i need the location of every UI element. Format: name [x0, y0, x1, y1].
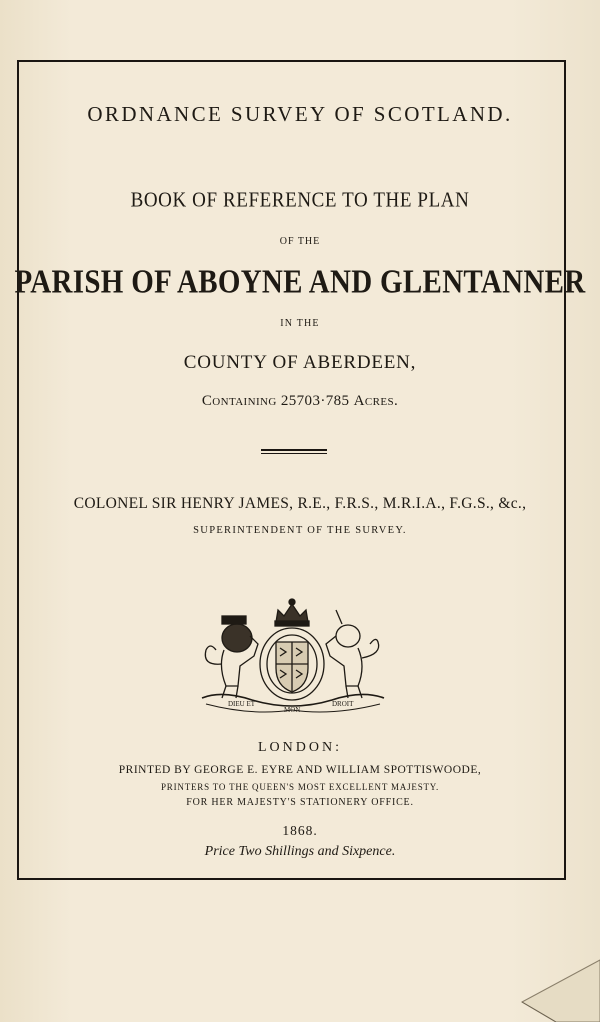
superintendent-title: SUPERINTENDENT OF THE SURVEY.: [193, 525, 407, 536]
survey-title: ORDNANCE SURVEY OF SCOTLAND.: [87, 102, 513, 126]
superintendent-name: COLONEL SIR HENRY JAMES, R.E., F.R.S., M.R.I.A., F.G.S., &c.,: [73, 495, 527, 512]
book-of-reference-heading: BOOK OF REFERENCE TO THE PLAN: [130, 188, 470, 213]
motto-center: MON: [284, 706, 301, 714]
acreage-value: 25703·785: [280, 393, 350, 409]
page-corner-fold: [520, 942, 600, 1022]
publication-year: 1868.: [282, 823, 318, 838]
acreage-unit: Acres.: [353, 393, 399, 409]
acreage-line: [0, 393, 600, 410]
page-border: [17, 60, 566, 880]
county-name: COUNTY OF ABERDEEN,: [183, 352, 417, 373]
parish-title: PARISH OF ABOYNE AND GLENTANNER: [14, 263, 586, 301]
royal-coat-of-arms-icon: [192, 594, 392, 714]
in-the-text: IN THE: [280, 318, 320, 329]
divider-rule: [261, 449, 327, 454]
motto-right: DROIT: [332, 700, 354, 708]
price-line: Price Two Shillings and Sixpence.: [204, 844, 396, 859]
containing-label: Containing: [201, 393, 277, 409]
of-the-text: OF THE: [279, 236, 321, 247]
motto-left: DIEU ET: [228, 700, 256, 708]
printer-names: PRINTED BY GEORGE E. EYRE AND WILLIAM SPOTTISWOODE,: [118, 764, 482, 776]
imprint-city: LONDON:: [258, 740, 342, 755]
printers-to-queen: PRINTERS TO THE QUEEN'S MOST EXCELLENT MAJESTY.: [161, 782, 439, 792]
stationery-office: FOR HER MAJESTY'S STATIONERY OFFICE.: [186, 797, 414, 808]
